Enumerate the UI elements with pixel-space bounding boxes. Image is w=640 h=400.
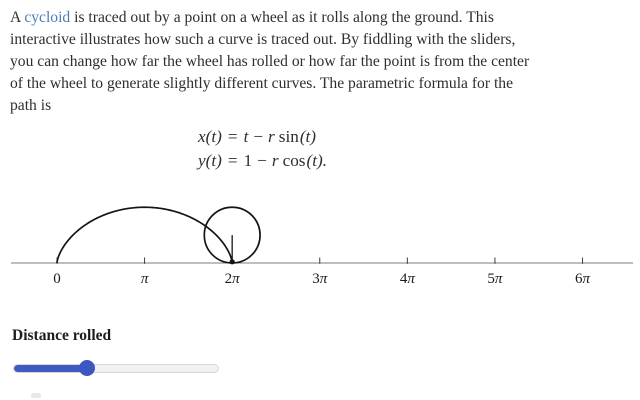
clipped-content-fragment	[31, 393, 41, 398]
distance-rolled-slider[interactable]	[13, 359, 219, 376]
eq-y-term1: 1	[243, 150, 253, 170]
axis-tick-label-2π: 2π	[224, 271, 240, 287]
distance-rolled-label: Distance rolled	[12, 327, 112, 344]
axis-tick-label-3π: 3π	[312, 271, 328, 287]
eq-x-arg: (t)	[299, 127, 317, 146]
tracing-point-dot	[230, 259, 235, 264]
eq-x-coef: r	[268, 127, 275, 146]
slider-thumb[interactable]	[79, 360, 95, 376]
cycloid-link[interactable]: cycloid	[24, 9, 71, 26]
intro-line-1-pre: A	[10, 9, 25, 26]
eq-y-lhs: y(t)	[198, 150, 222, 170]
intro-line-2: interactive illustrates how such a curve is traced out. By fiddling with the sliders,	[10, 31, 516, 48]
eq-x-minus: −	[253, 127, 264, 146]
eq-x-equals: =	[227, 127, 238, 146]
axis-tick-label-0: 0	[53, 271, 61, 287]
intro-line-3: you can change how far the wheel has rolled or how far the point is from the center	[10, 53, 530, 70]
eq-y-fn: cos	[282, 150, 306, 170]
eq-y-arg: (t).	[306, 150, 328, 170]
intro-line-1-post: is traced out by a point on a wheel as it rolls along the ground. This	[70, 9, 494, 26]
slider-fill	[14, 365, 87, 372]
eq-y-minus: −	[257, 150, 267, 170]
eq-x-fn: sin	[278, 127, 299, 146]
intro-paragraph	[10, 7, 529, 117]
axis-tick-label-5π: 5π	[487, 271, 503, 287]
equation-x	[198, 125, 327, 149]
intro-line-5: path is	[10, 97, 52, 114]
equation-y	[198, 149, 327, 173]
axis-tick-label-6π: 6π	[575, 271, 591, 287]
axis-tick-label-4π: 4π	[399, 271, 415, 287]
slider-track[interactable]	[13, 364, 219, 373]
cycloid-curve	[57, 207, 232, 263]
eq-x-lhs: x(t)	[198, 127, 222, 146]
axis-tick-label-π: π	[140, 271, 149, 287]
intro-line-4: of the wheel to generate slightly different curves. The parametric formula for the	[10, 75, 513, 92]
equation-block	[198, 125, 327, 172]
eq-y-coef: r	[271, 150, 279, 170]
eq-x-term1: t	[243, 127, 249, 146]
cycloid-figure	[0, 190, 640, 298]
intro-line-1	[10, 7, 529, 29]
eq-y-equals: =	[227, 150, 238, 170]
